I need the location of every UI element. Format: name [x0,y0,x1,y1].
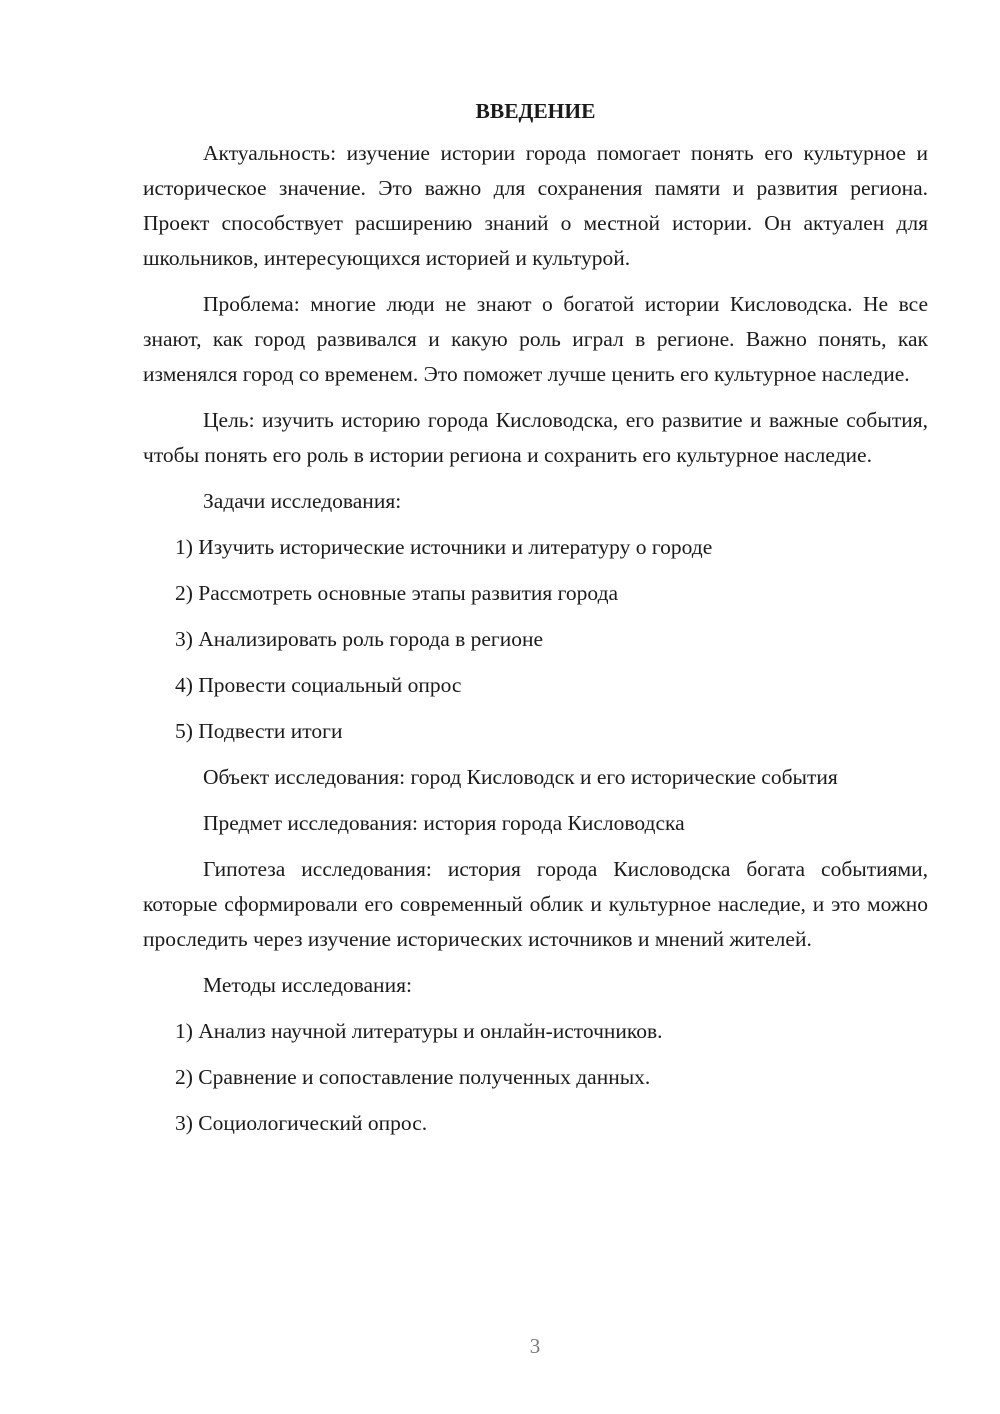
goal-paragraph: Цель: изучить историю города Кисловодска, его развитие и важные события, чтобы понять его роль в истории региона и сохранить его культурное наследие. [143,408,928,467]
methods-heading: Методы исследования: [203,973,412,997]
relevance-paragraph: Актуальность: изучение истории города помогает понять его культурное и историческое значение. Это важно для сохранения памяти и развития региона. Проект способствует расширению знаний о местной истории. Он актуален для школьников, интересующихся историей и культурой. [143,141,928,270]
section-title: ВВЕДЕНИЕ [475,99,596,123]
list-item: 1) Изучить исторические источники и литературу о городе [175,535,713,559]
list-item: 5) Подвести итоги [175,719,343,743]
object-paragraph: Объект исследования: город Кисловодск и его исторические события [203,765,838,789]
list-item: 4) Провести социальный опрос [175,673,462,697]
list-item: 1) Анализ научной литературы и онлайн-источников. [175,1019,663,1043]
list-item: 2) Рассмотреть основные этапы развития города [175,581,619,605]
problem-paragraph: Проблема: многие люди не знают о богатой истории Кисловодска. Не все знают, как город развивался и какую роль играл в регионе. Важно понять, как изменялся город со временем. Это поможет лучше ценить его культурное наследие. [143,292,928,386]
list-item: 3) Социологический опрос. [175,1111,428,1135]
list-item: 2) Сравнение и сопоставление полученных данных. [175,1065,651,1089]
subject-paragraph: Предмет исследования: история города Кисловодска [203,811,685,835]
tasks-heading: Задачи исследования: [203,489,402,513]
hypothesis-paragraph: Гипотеза исследования: история города Кисловодска богата событиями, которые сформировали его современный облик и культурное наследие, и это можно проследить через изучение исторических источников и мнений жителей. [143,857,928,951]
document-page [143,96,928,1152]
tasks-list [143,530,928,749]
methods-list [143,1014,928,1141]
page-number: 3 [529,1334,541,1358]
list-item: 3) Анализировать роль города в регионе [175,627,544,651]
